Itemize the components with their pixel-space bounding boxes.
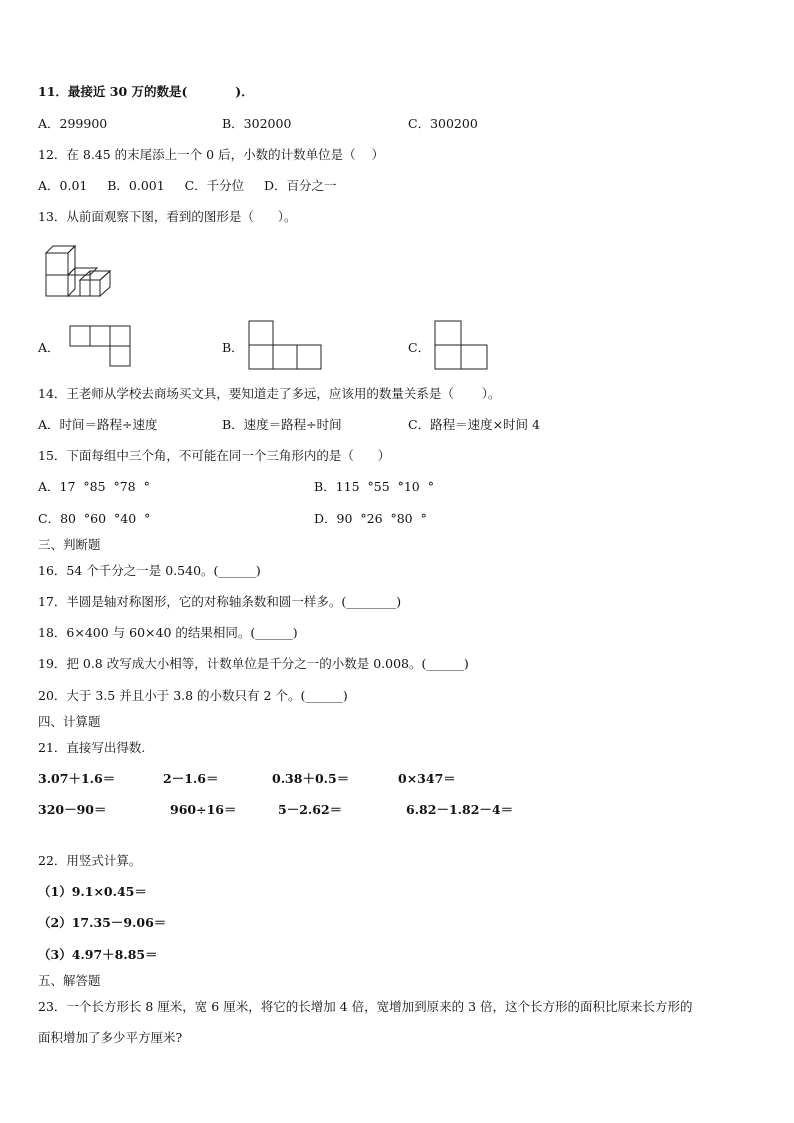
q15-option-b: B．115 °55 °10 ° — [314, 479, 434, 494]
section-title-calculation: 四、计算题 — [38, 714, 101, 729]
q15-stem: 15．下面每组中三个角，不可能在同一个三角形内的是（ ） — [38, 448, 391, 463]
q17: 17．半圆是轴对称图形，它的对称轴条数和圆一样多。(________) — [38, 594, 402, 609]
q20: 20．大于 3.5 并且小于 3.8 的小数只有 2 个。(______) — [38, 688, 348, 703]
q11-option-b: B．302000 — [222, 116, 292, 131]
cube-stack-figure — [44, 243, 118, 299]
q11-option-a: A．299900 — [38, 116, 108, 131]
q11-stem: 11．最接近 30 万的数是( )． — [38, 84, 254, 99]
q14-option-c: C．路程＝速度×时间 4 — [408, 417, 540, 432]
q22-stem: 22．用竖式计算。 — [38, 853, 142, 868]
q21-item: 5－2.62＝ — [278, 802, 343, 817]
q22-item: （3）4.97＋8.85＝ — [38, 947, 158, 962]
q14-option-b: B．速度＝路程÷时间 — [222, 417, 342, 432]
option-b-front-view — [249, 321, 323, 371]
option-a-front-view — [70, 326, 132, 368]
q22-item: （1）9.1×0.45＝ — [38, 884, 147, 899]
q21-item: 960÷16＝ — [170, 802, 237, 817]
q12-options: A．0.01 B．0.001 C．千分位 D．百分之一 — [38, 178, 337, 193]
q21-item: 3.07＋1.6＝ — [38, 771, 116, 786]
section-title-judgement: 三、判断题 — [38, 537, 101, 552]
section-title-word-problems: 五、解答题 — [38, 973, 101, 988]
q12-stem: 12．在 8.45 的末尾添上一个 0 后，小数的计数单位是（ ） — [38, 147, 384, 162]
q21-item: 320－90＝ — [38, 802, 107, 817]
q13-option-a-label: A． — [38, 340, 60, 355]
q18: 18．6×400 与 60×40 的结果相同。(______) — [38, 625, 298, 640]
q21-item: 2－1.6＝ — [163, 771, 219, 786]
q15-option-a: A．17 °85 °78 ° — [38, 479, 150, 494]
option-c-front-view — [435, 321, 489, 371]
q22-item: （2）17.35－9.06＝ — [38, 915, 167, 930]
q19: 19．把 0.8 改写成大小相等，计数单位是千分之一的小数是 0.008。(______) — [38, 656, 469, 671]
q13-option-b-label: B． — [222, 340, 244, 355]
q23-line2: 面积增加了多少平方厘米? — [38, 1030, 183, 1045]
q21-item: 0×347＝ — [398, 771, 456, 786]
q23-line1: 23．一个长方形长 8 厘米，宽 6 厘米，将它的长增加 4 倍，宽增加到原来的 3 倍，这个长方形的面积比原来长方形的 — [38, 999, 693, 1014]
q15-option-d: D．90 °26 °80 ° — [314, 511, 427, 526]
q21-item: 6.82－1.82－4＝ — [406, 802, 514, 817]
q14-stem: 14．王老师从学校去商场买文具，要知道走了多远，应该用的数量关系是（ ）。 — [38, 386, 501, 401]
q15-option-c: C．80 °60 °40 ° — [38, 511, 151, 526]
q11-option-c: C．300200 — [408, 116, 478, 131]
q21-item: 0.38＋0.5＝ — [272, 771, 350, 786]
q14-option-a: A．时间＝路程÷速度 — [38, 417, 158, 432]
q13-option-c-label: C． — [408, 340, 431, 355]
q13-stem: 13．从前面观察下图，看到的图形是（ ）。 — [38, 209, 297, 224]
q16: 16．54 个千分之一是 0.540。(______) — [38, 563, 261, 578]
q21-stem: 21．直接写出得数. — [38, 740, 146, 755]
